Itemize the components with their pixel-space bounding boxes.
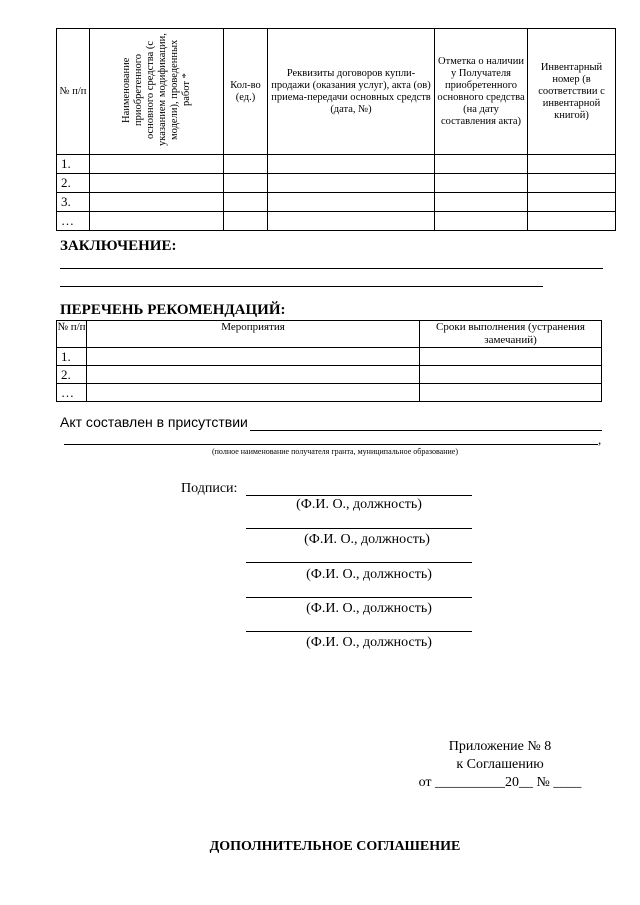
assets-table-header	[57, 29, 616, 155]
signature-line	[246, 562, 472, 563]
conclusion-line	[60, 286, 543, 287]
signatures-label: Подписи:	[181, 481, 238, 496]
col-number-header: № п/п	[57, 29, 90, 155]
recommendations-title: ПЕРЕЧЕНЬ РЕКОМЕНДАЦИЙ:	[60, 302, 286, 318]
signature-caption: (Ф.И. О., должность)	[306, 567, 432, 582]
col-inventory-header: Инвентарный номер (в соответствии с инвентарной книгой)	[528, 29, 616, 155]
row-number: 1.	[57, 348, 87, 366]
col-contracts-header: Реквизиты договоров купли-продажи (оказания услуг), акта (ов) приема-передачи основных средств (дата, №)	[268, 29, 435, 155]
col-asset-name-header	[90, 29, 224, 155]
signature-line	[246, 528, 472, 529]
table-row	[57, 193, 616, 212]
col-asset-name-label: Наименование приобретенного основного средства (с указанием модификации, модели), проведенных работ *	[120, 33, 192, 146]
col-number-header: № п/п	[57, 321, 87, 348]
presence-line	[250, 430, 602, 431]
table-row	[57, 348, 602, 366]
col-presence-header: Отметка о наличии у Получателя приобретенного основного средства (на дату составления акта)	[435, 29, 528, 155]
conclusion-title: ЗАКЛЮЧЕНИЕ:	[60, 238, 177, 254]
appendix-block	[400, 738, 600, 792]
presence-line-2	[64, 444, 598, 445]
col-deadlines-header: Сроки выполнения (устранения замечаний)	[420, 321, 602, 348]
row-number: …	[57, 384, 87, 402]
presence-caption: (полное наименование получателя гранта, муниципальное образование)	[211, 447, 458, 456]
table-row	[57, 366, 602, 384]
signature-caption: (Ф.И. О., должность)	[306, 635, 432, 650]
table-row	[57, 384, 602, 402]
presence-comma: ,	[598, 432, 602, 447]
appendix-number: Приложение № 8	[448, 739, 552, 754]
recommendations-table	[56, 320, 602, 402]
signature-line	[246, 631, 472, 632]
table-row	[57, 174, 616, 193]
col-measures-header: Мероприятия	[87, 321, 420, 348]
presence-label: Акт составлен в присутствии	[60, 414, 248, 430]
signature-caption: (Ф.И. О., должность)	[306, 601, 432, 616]
col-quantity-header: Кол-во (ед.)	[224, 29, 268, 155]
assets-table	[56, 28, 616, 231]
table-row	[57, 155, 616, 174]
recommendations-table-header	[57, 321, 602, 348]
table-row	[57, 212, 616, 231]
signature-caption: (Ф.И. О., должность)	[304, 532, 430, 547]
row-number: 3.	[57, 193, 90, 212]
signature-line	[246, 597, 472, 598]
row-number: 2.	[57, 366, 87, 384]
additional-agreement-title: ДОПОЛНИТЕЛЬНОЕ СОГЛАШЕНИЕ	[209, 839, 461, 854]
appendix-date: от __________20__ № ____	[418, 775, 582, 790]
row-number: 1.	[57, 155, 90, 174]
row-number: 2.	[57, 174, 90, 193]
row-number: …	[57, 212, 90, 231]
signature-caption: (Ф.И. О., должность)	[296, 497, 422, 512]
conclusion-line	[60, 268, 603, 269]
signature-line	[246, 495, 472, 496]
appendix-agreement: к Соглашению	[456, 757, 544, 772]
